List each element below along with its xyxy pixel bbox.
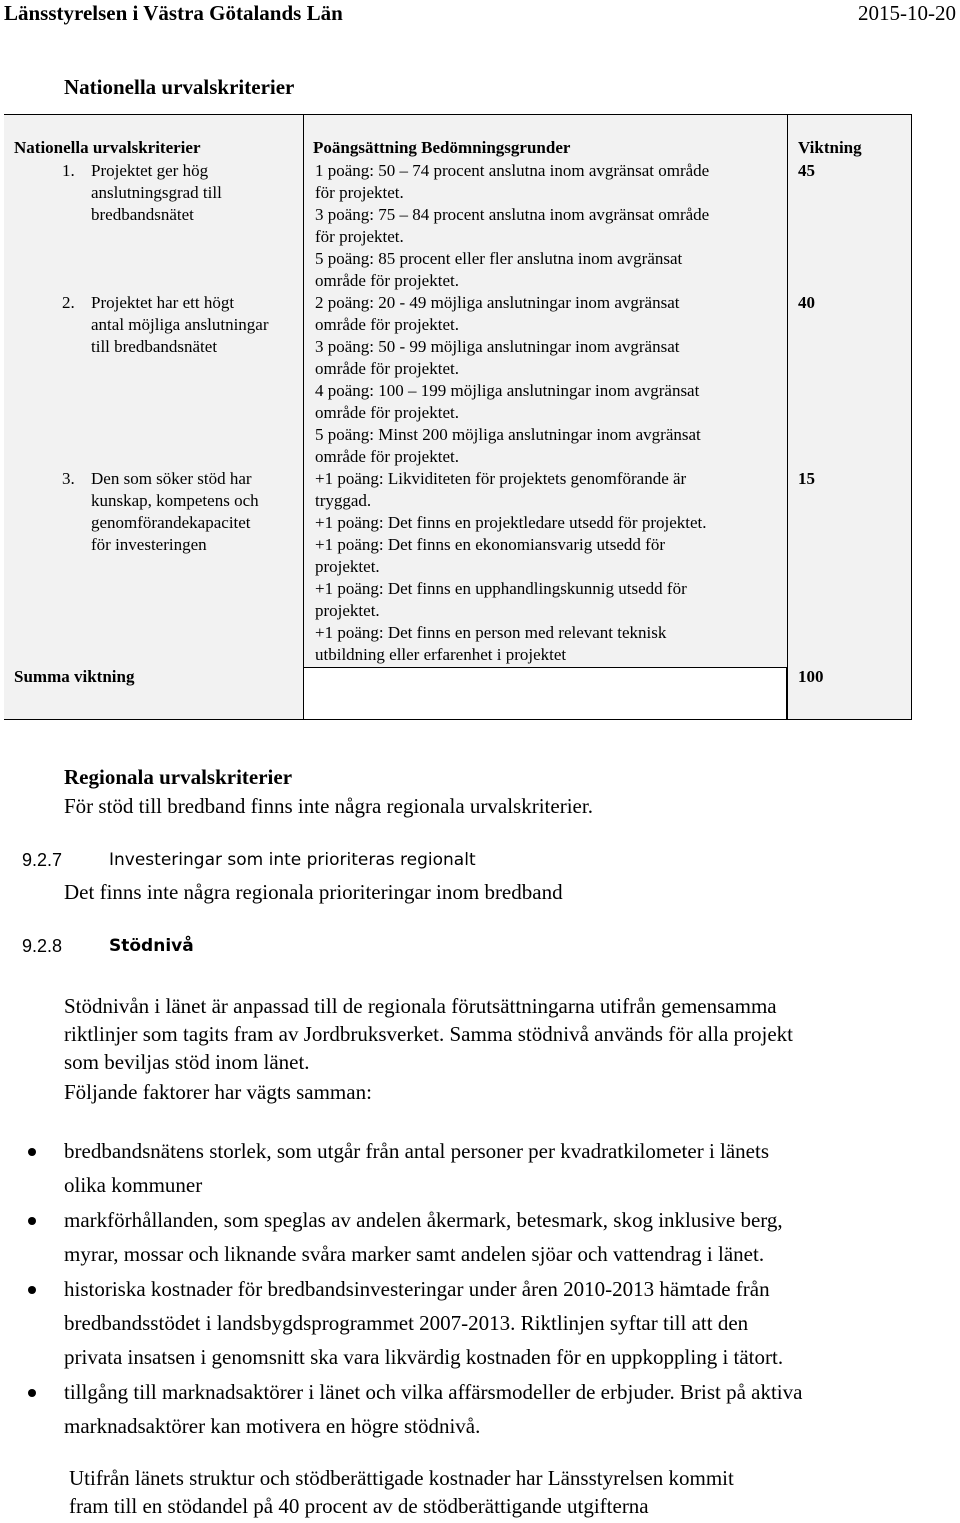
section-928-title: Stödnivå — [109, 936, 194, 956]
bullet-icon — [28, 1148, 36, 1156]
list-item: bredbandsnätens storlek, som utgår från antal personer per kvadratkilometer i länets olika kommuner — [64, 1134, 956, 1202]
bullet-icon — [28, 1389, 36, 1397]
list-item: markförhållanden, som speglas av andelen åkermark, betesmark, skog inklusive berg, myrar, mossar och liknande svåra marker samt andelen sjöar och vattendrag i länet. — [64, 1203, 956, 1271]
section-928-number: 9.2.8 — [22, 936, 63, 956]
row-2-weight: 40 — [798, 293, 815, 312]
table-header-criteria: Nationella urvalskriterier — [14, 138, 201, 157]
table-header-weight: Viktning — [798, 138, 862, 157]
row-1-criterion: Projektet ger hög anslutningsgrad till bredbandsnätet — [91, 161, 222, 224]
row-2-number: 2. — [62, 293, 75, 312]
section-title-regional: Regionala urvalskriterier — [64, 765, 293, 789]
summary-blank-cell — [303, 667, 787, 720]
section-927-number: 9.2.7 — [22, 850, 63, 870]
row-1-number: 1. — [62, 161, 75, 180]
stodniva-paragraph: Stödnivån i länet är anpassad till de regionala förutsättningarna utifrån gemensamma riktlinjer som tagits fram av Jordbruksverket. Samma stödnivå används för alla projekt som beviljas stöd inom länet. — [64, 994, 793, 1074]
conclusion-paragraph: Utifrån länets struktur och stödberättigade kostnader har Länsstyrelsen kommit fram till en stödandel på 40 procent av de stödberättigande utgifterna — [69, 1466, 734, 1518]
list-item: historiska kostnader för bredbandsinvesteringar under åren 2010-2013 hämtade från bredbandsstödet i landsbygdsprogrammet 2007-2013. Riktlinjen syftar till att den privata insatsen i genomsnitt ska vara likvärdig kostnaden för en uppkoppling i tätort. — [64, 1272, 956, 1374]
row-3-criterion: Den som söker stöd har kunskap, kompetens och genomförandekapacitet för investeringen — [91, 469, 259, 554]
row-3-weight: 15 — [798, 469, 815, 488]
bullet-icon — [28, 1286, 36, 1294]
row-3-scoring: +1 poäng: Likviditeten för projektets genomförande är tryggad. +1 poäng: Det finns en projektledare utsedd för projektet. +1 poäng: Det finns en ekonomiansvarig utsedd för projektet. +1 poäng: Det finns en upphandlingskunnig utsedd för projektet. +1 poäng: Det finns en person med relevant teknisk utbildning eller erfarenhet i projektet — [315, 469, 707, 664]
organization-name: Länsstyrelsen i Västra Götalands Län — [4, 1, 343, 25]
section-title-national: Nationella urvalskriterier — [64, 75, 295, 99]
regional-text: För stöd till bredband finns inte några regionala urvalskriterier. — [64, 794, 593, 818]
factors-intro: Följande faktorer har vägts samman: — [64, 1080, 372, 1104]
summary-value: 100 — [798, 667, 824, 686]
table-divider-1 — [303, 114, 304, 720]
row-3-number: 3. — [62, 469, 75, 488]
bullet-icon — [28, 1217, 36, 1225]
row-2-scoring: 2 poäng: 20 - 49 möjliga anslutningar inom avgränsat område för projektet. 3 poäng: 50 - 99 möjliga anslutningar inom avgränsat område för projektet. 4 poäng: 100 – 199 möjliga anslutningar inom avgränsat område för projektet. 5 poäng: Minst 200 möjliga anslutningar inom avgränsat område för projektet. — [315, 293, 701, 466]
section-927-title: Investeringar som inte prioriteras regionalt — [109, 850, 476, 870]
table-divider-2 — [787, 114, 788, 720]
table-header-scoring: Poängsättning Bedömningsgrunder — [313, 138, 571, 157]
summary-label: Summa viktning — [14, 667, 135, 686]
row-1-scoring: 1 poäng: 50 – 74 procent anslutna inom avgränsat område för projektet. 3 poäng: 75 – 84 procent anslutna inom avgränsat område för projektet. 5 poäng: 85 procent eller fler anslutna inom avgränsat område för projektet. — [315, 161, 710, 290]
factors-list — [64, 1134, 956, 1444]
table-border-top — [4, 114, 912, 115]
list-item: tillgång till marknadsaktörer i länet och vilka affärsmodeller de erbjuder. Brist på aktiva marknadsaktörer kan motivera en högre stödnivå. — [64, 1375, 956, 1443]
row-1-weight: 45 — [798, 161, 815, 180]
section-927-text: Det finns inte några regionala prioriteringar inom bredband — [64, 880, 563, 904]
document-date: 2015-10-20 — [858, 1, 956, 25]
row-2-criterion: Projektet har ett högt antal möjliga anslutningar till bredbandsnätet — [91, 293, 269, 356]
